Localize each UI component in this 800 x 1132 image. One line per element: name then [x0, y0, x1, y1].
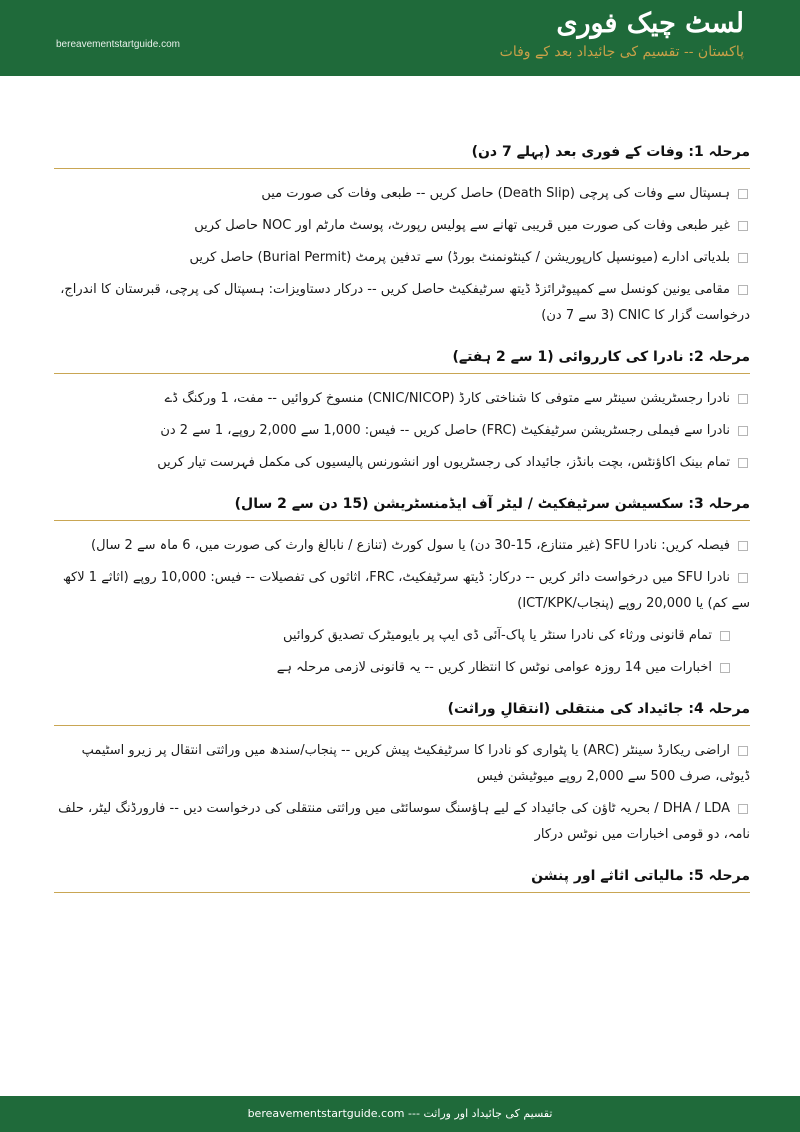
checkbox[interactable] [738, 221, 748, 231]
stage-section [54, 490, 750, 689]
checklist-item-text: فیصلہ کریں: نادرا SFU (غیر متنازع، 15-30 دن) یا سول کورٹ (تنازع / نابالغ وارث کی صورت میں، 6 ماہ سے 2 سال) [91, 538, 730, 553]
header-title: لسٹ چیک فوری [556, 8, 744, 39]
checklist-item [54, 565, 750, 617]
checkbox[interactable] [738, 573, 748, 583]
checklist-item [54, 623, 750, 649]
stage-section [54, 695, 750, 856]
checklist-item-text: بلدیاتی ادارے (میونسپل کارپوریشن / کینٹونمنٹ بورڈ) سے تدفین پرمٹ (Burial Permit) حاصل کریں [189, 250, 730, 265]
footer-site-url: bereavementstartguide.com [247, 1107, 405, 1120]
checkbox[interactable] [738, 394, 748, 404]
checklist-item-text: مقامی یونین کونسل سے کمپیوٹرائزڈ ڈیتھ سرٹیفکیٹ حاصل کریں -- درکار دستاویزات: ہسپتال کی پرچی، قبرستان کا اندراج، درخواست گزار کا CNIC (3 سے 7 دن) [60, 282, 750, 323]
checklist-item-text: اراضی ریکارڈ سینٹر (ARC) یا پٹواری کو نادرا کا سرٹیفکیٹ پیش کریں -- پنجاب/سندھ میں وراثتی انتقال پر زیرو اسٹیمپ ڈیوٹی، صرف 500 سے 2,000 روپے میوٹیشن فیس [81, 743, 750, 784]
footer-label: تقسیم کی جائیداد اور وراثت [423, 1107, 553, 1120]
checklist-item-text: ہسپتال سے وفات کی پرچی (Death Slip) حاصل کریں -- طبعی وفات کی صورت میں [261, 186, 730, 201]
stage-title: مرحلہ 1: وفات کے فوری بعد (پہلے 7 دن) [54, 138, 750, 169]
stage-title: مرحلہ 4: جائیداد کی منتقلی (انتقالِ وراثت) [54, 695, 750, 726]
checklist-item [54, 245, 750, 271]
header-site-url: bereavementstartguide.com [56, 39, 180, 50]
checklist [54, 726, 750, 856]
footer-separator: --- [408, 1107, 420, 1120]
checklist [54, 169, 750, 337]
checklist-item [54, 418, 750, 444]
checkbox[interactable] [720, 663, 730, 673]
stage-section [54, 138, 750, 337]
checklist-item-text: اخبارات میں 14 روزہ عوامی نوٹس کا انتظار کریں -- یہ قانونی لازمی مرحلہ ہے [276, 660, 712, 675]
checklist-item [54, 386, 750, 412]
stage-section [54, 343, 750, 484]
page-footer [0, 1096, 800, 1132]
checkbox[interactable] [738, 804, 748, 814]
checklist-content [54, 132, 750, 893]
checklist-item [54, 213, 750, 239]
checklist-item [54, 738, 750, 790]
checkbox[interactable] [738, 253, 748, 263]
checkbox[interactable] [738, 285, 748, 295]
stage-title: مرحلہ 3: سکسیشن سرٹیفکیٹ / لیٹر آف ایڈمنسٹریشن (15 دن سے 2 سال) [54, 490, 750, 521]
checkbox[interactable] [738, 189, 748, 199]
checklist-item-text: تمام بینک اکاؤنٹس، بچت بانڈز، جائیداد کی رجسٹریوں اور انشورنس پالیسیوں کی مکمل فہرست تیار کریں [157, 455, 730, 470]
checklist-item [54, 277, 750, 329]
checkbox[interactable] [738, 458, 748, 468]
stage-section [54, 862, 750, 893]
checklist-item [54, 655, 750, 681]
checklist-item-text: غیر طبعی وفات کی صورت میں قریبی تھانے سے پولیس رپورٹ، پوسٹ مارٹم اور NOC حاصل کریں [194, 218, 730, 233]
checklist-item [54, 181, 750, 207]
checklist-item-text: نادرا SFU میں درخواست دائر کریں -- درکار: ڈیتھ سرٹیفکیٹ، FRC، اثاثوں کی تفصیلات -- فیس: 10,000 روپے (اثاثے 1 لاکھ سے کم) یا 20,000 روپے (پنجاب/ICT/KPK) [62, 570, 750, 611]
checkbox[interactable] [738, 746, 748, 756]
page-header [0, 0, 800, 76]
checklist-item-text: DHA / LDA / بحریہ ٹاؤن کی جائیداد کے لیے ہاؤسنگ سوسائٹی میں وراثتی منتقلی کی درخواست دیں -- فارورڈنگ لیٹر، حلف نامہ، دو قومی اخبارات میں نوٹس درکار [58, 801, 750, 842]
checkbox[interactable] [738, 426, 748, 436]
checkbox[interactable] [738, 541, 748, 551]
checklist [54, 521, 750, 689]
stage-title: مرحلہ 5: مالیاتی اثاثے اور پنشن [54, 862, 750, 893]
checklist-item [54, 450, 750, 476]
checklist-item-text: نادرا رجسٹریشن سینٹر سے متوفی کا شناختی کارڈ (CNIC/NICOP) منسوخ کروائیں -- مفت، 1 ورکنگ ڈے [164, 391, 730, 406]
checklist-item [54, 533, 750, 559]
stage-title: مرحلہ 2: نادرا کی کارروائی (1 سے 2 ہفتے) [54, 343, 750, 374]
checkbox[interactable] [720, 631, 730, 641]
header-subtitle: پاکستان -- تقسیم کی جائیداد بعد کے وفات [499, 44, 744, 60]
checklist-item-text: تمام قانونی ورثاء کی نادرا سنٹر یا پاک-آئی ڈی ایپ پر بایومیٹرک تصدیق کروائیں [283, 628, 712, 643]
checklist [54, 374, 750, 484]
checklist-item [54, 796, 750, 848]
checklist-item-text: نادرا سے فیملی رجسٹریشن سرٹیفکیٹ (FRC) حاصل کریں -- فیس: 1,000 سے 2,000 روپے، 1 سے 2 دن [160, 423, 730, 438]
